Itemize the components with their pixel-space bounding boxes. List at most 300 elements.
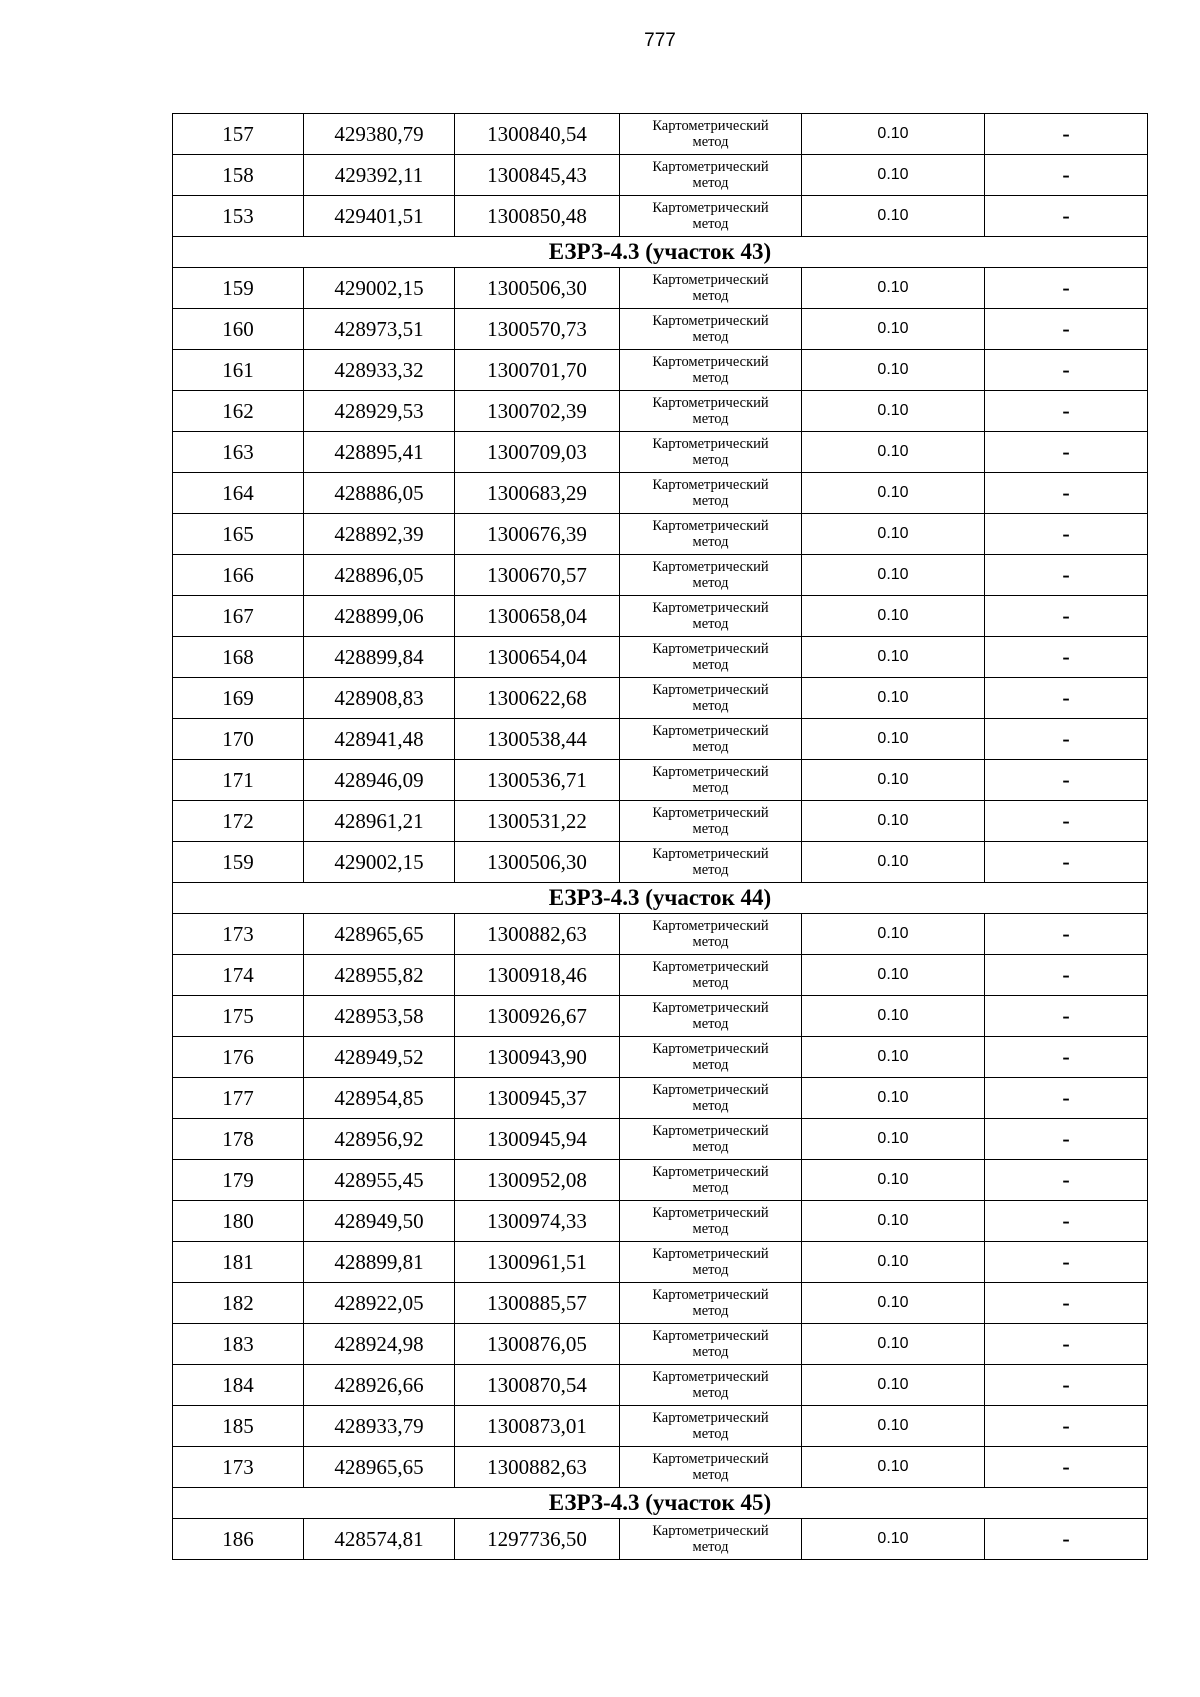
point-number-cell: 161	[173, 350, 304, 391]
point-number-cell: 178	[173, 1119, 304, 1160]
y-coordinate-cell: 1300840,54	[455, 114, 620, 155]
point-number-cell: 184	[173, 1365, 304, 1406]
method-cell	[620, 268, 802, 309]
note-cell: -	[985, 1365, 1148, 1406]
table-row	[173, 801, 1148, 842]
y-coordinate-cell: 1300845,43	[455, 155, 620, 196]
method-text-line: Картометрический	[652, 1000, 769, 1016]
method-text-line: Картометрический	[652, 846, 769, 862]
table-row	[173, 719, 1148, 760]
table-row	[173, 309, 1148, 350]
accuracy-cell: 0.10	[802, 637, 985, 678]
table-row	[173, 155, 1148, 196]
method-text-line: Картометрический	[652, 354, 769, 370]
accuracy-cell: 0.10	[802, 1242, 985, 1283]
accuracy-cell: 0.10	[802, 555, 985, 596]
method-text-line: метод	[692, 1180, 729, 1196]
page-number: 777	[644, 30, 676, 51]
note-cell: -	[985, 391, 1148, 432]
method-text-line: метод	[692, 1221, 729, 1237]
accuracy-cell: 0.10	[802, 719, 985, 760]
method-text-line: Картометрический	[652, 1205, 769, 1221]
method-text-line: метод	[692, 370, 729, 386]
method-cell	[620, 391, 802, 432]
point-number-cell: 158	[173, 155, 304, 196]
method-text-line: метод	[692, 534, 729, 550]
method-text-line: Картометрический	[652, 723, 769, 739]
x-coordinate-cell: 428954,85	[304, 1078, 455, 1119]
x-coordinate-cell: 428924,98	[304, 1324, 455, 1365]
coordinates-table	[172, 113, 1148, 1560]
x-coordinate-cell: 428973,51	[304, 309, 455, 350]
method-text-line: Картометрический	[652, 200, 769, 216]
method-text-line: Картометрический	[652, 1041, 769, 1057]
accuracy-cell: 0.10	[802, 309, 985, 350]
y-coordinate-cell: 1297736,50	[455, 1519, 620, 1560]
x-coordinate-cell: 428892,39	[304, 514, 455, 555]
y-coordinate-cell: 1300974,33	[455, 1201, 620, 1242]
method-cell	[620, 1119, 802, 1160]
note-cell: -	[985, 1037, 1148, 1078]
point-number-cell: 169	[173, 678, 304, 719]
note-cell: -	[985, 432, 1148, 473]
section-heading-row	[173, 1488, 1148, 1519]
point-number-cell: 175	[173, 996, 304, 1037]
x-coordinate-cell: 428899,06	[304, 596, 455, 637]
method-text-line: метод	[692, 739, 729, 755]
method-text-line: Картометрический	[652, 272, 769, 288]
method-text-line: метод	[692, 175, 729, 191]
note-cell: -	[985, 1201, 1148, 1242]
method-text-line: Картометрический	[652, 159, 769, 175]
y-coordinate-cell: 1300952,08	[455, 1160, 620, 1201]
note-cell: -	[985, 268, 1148, 309]
section-heading: ЕЗРЗ-4.3 (участок 44)	[173, 883, 1148, 914]
x-coordinate-cell: 429002,15	[304, 268, 455, 309]
y-coordinate-cell: 1300536,71	[455, 760, 620, 801]
method-cell	[620, 155, 802, 196]
method-text-line: Картометрический	[652, 1123, 769, 1139]
method-text-line: Картометрический	[652, 641, 769, 657]
y-coordinate-cell: 1300506,30	[455, 268, 620, 309]
table-row	[173, 1160, 1148, 1201]
x-coordinate-cell: 429401,51	[304, 196, 455, 237]
x-coordinate-cell: 428896,05	[304, 555, 455, 596]
method-cell	[620, 1519, 802, 1560]
method-text-line: метод	[692, 1344, 729, 1360]
table-row	[173, 514, 1148, 555]
method-text-line: Картометрический	[652, 518, 769, 534]
note-cell: -	[985, 596, 1148, 637]
point-number-cell: 173	[173, 914, 304, 955]
method-text-line: метод	[692, 862, 729, 878]
method-cell	[620, 1242, 802, 1283]
note-cell: -	[985, 1283, 1148, 1324]
accuracy-cell: 0.10	[802, 1078, 985, 1119]
method-cell	[620, 1283, 802, 1324]
section-heading: ЕЗРЗ-4.3 (участок 43)	[173, 237, 1148, 268]
table-row	[173, 596, 1148, 637]
method-text-line: метод	[692, 329, 729, 345]
method-cell	[620, 1447, 802, 1488]
accuracy-cell: 0.10	[802, 1037, 985, 1078]
point-number-cell: 172	[173, 801, 304, 842]
method-cell	[620, 955, 802, 996]
table-row	[173, 1406, 1148, 1447]
point-number-cell: 167	[173, 596, 304, 637]
method-text-line: Картометрический	[652, 313, 769, 329]
method-text-line: Картометрический	[652, 682, 769, 698]
y-coordinate-cell: 1300622,68	[455, 678, 620, 719]
method-text-line: метод	[692, 780, 729, 796]
table-row	[173, 391, 1148, 432]
y-coordinate-cell: 1300654,04	[455, 637, 620, 678]
section-heading: ЕЗРЗ-4.3 (участок 45)	[173, 1488, 1148, 1519]
method-cell	[620, 1324, 802, 1365]
point-number-cell: 164	[173, 473, 304, 514]
point-number-cell: 153	[173, 196, 304, 237]
method-text-line: метод	[692, 134, 729, 150]
y-coordinate-cell: 1300670,57	[455, 555, 620, 596]
method-text-line: метод	[692, 1098, 729, 1114]
method-cell	[620, 678, 802, 719]
y-coordinate-cell: 1300531,22	[455, 801, 620, 842]
x-coordinate-cell: 429392,11	[304, 155, 455, 196]
table-row	[173, 1324, 1148, 1365]
x-coordinate-cell: 428574,81	[304, 1519, 455, 1560]
method-text-line: метод	[692, 821, 729, 837]
accuracy-cell: 0.10	[802, 196, 985, 237]
accuracy-cell: 0.10	[802, 1519, 985, 1560]
y-coordinate-cell: 1300945,94	[455, 1119, 620, 1160]
x-coordinate-cell: 428922,05	[304, 1283, 455, 1324]
method-text-line: Картометрический	[652, 805, 769, 821]
x-coordinate-cell: 428886,05	[304, 473, 455, 514]
method-text-line: Картометрический	[652, 1246, 769, 1262]
accuracy-cell: 0.10	[802, 514, 985, 555]
note-cell: -	[985, 155, 1148, 196]
method-text-line: Картометрический	[652, 436, 769, 452]
y-coordinate-cell: 1300961,51	[455, 1242, 620, 1283]
x-coordinate-cell: 429380,79	[304, 114, 455, 155]
x-coordinate-cell: 428899,81	[304, 1242, 455, 1283]
y-coordinate-cell: 1300882,63	[455, 914, 620, 955]
table-row	[173, 432, 1148, 473]
method-cell	[620, 996, 802, 1037]
point-number-cell: 177	[173, 1078, 304, 1119]
x-coordinate-cell: 428926,66	[304, 1365, 455, 1406]
method-cell	[620, 350, 802, 391]
method-cell	[620, 196, 802, 237]
note-cell: -	[985, 914, 1148, 955]
accuracy-cell: 0.10	[802, 391, 985, 432]
x-coordinate-cell: 428961,21	[304, 801, 455, 842]
method-cell	[620, 1037, 802, 1078]
accuracy-cell: 0.10	[802, 1447, 985, 1488]
method-cell	[620, 555, 802, 596]
method-text-line: Картометрический	[652, 1287, 769, 1303]
x-coordinate-cell: 428955,82	[304, 955, 455, 996]
accuracy-cell: 0.10	[802, 914, 985, 955]
point-number-cell: 157	[173, 114, 304, 155]
method-cell	[620, 596, 802, 637]
accuracy-cell: 0.10	[802, 678, 985, 719]
x-coordinate-cell: 428949,52	[304, 1037, 455, 1078]
table-row	[173, 637, 1148, 678]
point-number-cell: 159	[173, 842, 304, 883]
method-cell	[620, 719, 802, 760]
accuracy-cell: 0.10	[802, 996, 985, 1037]
accuracy-cell: 0.10	[802, 842, 985, 883]
table-row	[173, 760, 1148, 801]
note-cell: -	[985, 473, 1148, 514]
accuracy-cell: 0.10	[802, 596, 985, 637]
table-row	[173, 473, 1148, 514]
method-text-line: метод	[692, 452, 729, 468]
accuracy-cell: 0.10	[802, 1406, 985, 1447]
y-coordinate-cell: 1300926,67	[455, 996, 620, 1037]
accuracy-cell: 0.10	[802, 801, 985, 842]
table-row	[173, 196, 1148, 237]
x-coordinate-cell: 428929,53	[304, 391, 455, 432]
method-text-line: Картометрический	[652, 1410, 769, 1426]
coordinates-table-body	[173, 114, 1148, 1560]
x-coordinate-cell: 428965,65	[304, 914, 455, 955]
method-text-line: Картометрический	[652, 600, 769, 616]
method-cell	[620, 432, 802, 473]
y-coordinate-cell: 1300702,39	[455, 391, 620, 432]
method-cell	[620, 473, 802, 514]
y-coordinate-cell: 1300943,90	[455, 1037, 620, 1078]
method-cell	[620, 1078, 802, 1119]
accuracy-cell: 0.10	[802, 1365, 985, 1406]
method-text-line: метод	[692, 1467, 729, 1483]
note-cell: -	[985, 1078, 1148, 1119]
point-number-cell: 183	[173, 1324, 304, 1365]
section-heading-row	[173, 237, 1148, 268]
method-text-line: Картометрический	[652, 1328, 769, 1344]
point-number-cell: 162	[173, 391, 304, 432]
accuracy-cell: 0.10	[802, 955, 985, 996]
method-text-line: метод	[692, 698, 729, 714]
point-number-cell: 165	[173, 514, 304, 555]
x-coordinate-cell: 428933,79	[304, 1406, 455, 1447]
point-number-cell: 179	[173, 1160, 304, 1201]
y-coordinate-cell: 1300709,03	[455, 432, 620, 473]
note-cell: -	[985, 1160, 1148, 1201]
method-cell	[620, 1160, 802, 1201]
table-row	[173, 1519, 1148, 1560]
note-cell: -	[985, 114, 1148, 155]
method-text-line: Картометрический	[652, 1164, 769, 1180]
method-text-line: Картометрический	[652, 118, 769, 134]
method-cell	[620, 309, 802, 350]
x-coordinate-cell: 428965,65	[304, 1447, 455, 1488]
method-text-line: метод	[692, 1303, 729, 1319]
method-cell	[620, 114, 802, 155]
y-coordinate-cell: 1300882,63	[455, 1447, 620, 1488]
x-coordinate-cell: 428908,83	[304, 678, 455, 719]
method-text-line: Картометрический	[652, 764, 769, 780]
accuracy-cell: 0.10	[802, 1283, 985, 1324]
note-cell: -	[985, 719, 1148, 760]
method-text-line: метод	[692, 1139, 729, 1155]
method-text-line: метод	[692, 975, 729, 991]
x-coordinate-cell: 428933,32	[304, 350, 455, 391]
accuracy-cell: 0.10	[802, 760, 985, 801]
y-coordinate-cell: 1300506,30	[455, 842, 620, 883]
table-row	[173, 996, 1148, 1037]
note-cell: -	[985, 678, 1148, 719]
x-coordinate-cell: 428899,84	[304, 637, 455, 678]
accuracy-cell: 0.10	[802, 114, 985, 155]
accuracy-cell: 0.10	[802, 1119, 985, 1160]
method-text-line: метод	[692, 1385, 729, 1401]
point-number-cell: 182	[173, 1283, 304, 1324]
point-number-cell: 176	[173, 1037, 304, 1078]
method-cell	[620, 914, 802, 955]
accuracy-cell: 0.10	[802, 1324, 985, 1365]
y-coordinate-cell: 1300870,54	[455, 1365, 620, 1406]
table-row	[173, 1078, 1148, 1119]
x-coordinate-cell: 428956,92	[304, 1119, 455, 1160]
table-row	[173, 114, 1148, 155]
point-number-cell: 171	[173, 760, 304, 801]
accuracy-cell: 0.10	[802, 1160, 985, 1201]
x-coordinate-cell: 428895,41	[304, 432, 455, 473]
method-text-line: метод	[692, 216, 729, 232]
y-coordinate-cell: 1300885,57	[455, 1283, 620, 1324]
note-cell: -	[985, 309, 1148, 350]
table-row	[173, 678, 1148, 719]
method-cell	[620, 1406, 802, 1447]
point-number-cell: 186	[173, 1519, 304, 1560]
table-row	[173, 350, 1148, 391]
point-number-cell: 159	[173, 268, 304, 309]
method-text-line: метод	[692, 616, 729, 632]
point-number-cell: 185	[173, 1406, 304, 1447]
y-coordinate-cell: 1300701,70	[455, 350, 620, 391]
method-text-line: Картометрический	[652, 395, 769, 411]
y-coordinate-cell: 1300538,44	[455, 719, 620, 760]
method-cell	[620, 1201, 802, 1242]
accuracy-cell: 0.10	[802, 268, 985, 309]
note-cell: -	[985, 514, 1148, 555]
method-cell	[620, 842, 802, 883]
method-text-line: метод	[692, 1262, 729, 1278]
method-text-line: Картометрический	[652, 1082, 769, 1098]
x-coordinate-cell: 428955,45	[304, 1160, 455, 1201]
note-cell: -	[985, 1324, 1148, 1365]
note-cell: -	[985, 996, 1148, 1037]
method-text-line: метод	[692, 575, 729, 591]
note-cell: -	[985, 842, 1148, 883]
point-number-cell: 181	[173, 1242, 304, 1283]
x-coordinate-cell: 429002,15	[304, 842, 455, 883]
y-coordinate-cell: 1300876,05	[455, 1324, 620, 1365]
table-row	[173, 555, 1148, 596]
method-text-line: метод	[692, 657, 729, 673]
note-cell: -	[985, 955, 1148, 996]
y-coordinate-cell: 1300676,39	[455, 514, 620, 555]
method-text-line: метод	[692, 411, 729, 427]
point-number-cell: 180	[173, 1201, 304, 1242]
method-cell	[620, 760, 802, 801]
method-text-line: Картометрический	[652, 918, 769, 934]
y-coordinate-cell: 1300850,48	[455, 196, 620, 237]
y-coordinate-cell: 1300918,46	[455, 955, 620, 996]
x-coordinate-cell: 428953,58	[304, 996, 455, 1037]
method-text-line: метод	[692, 493, 729, 509]
point-number-cell: 170	[173, 719, 304, 760]
table-row	[173, 1037, 1148, 1078]
x-coordinate-cell: 428946,09	[304, 760, 455, 801]
table-row	[173, 1201, 1148, 1242]
y-coordinate-cell: 1300683,29	[455, 473, 620, 514]
y-coordinate-cell: 1300570,73	[455, 309, 620, 350]
point-number-cell: 173	[173, 1447, 304, 1488]
accuracy-cell: 0.10	[802, 432, 985, 473]
note-cell: -	[985, 760, 1148, 801]
table-row	[173, 1242, 1148, 1283]
table-row	[173, 955, 1148, 996]
method-text-line: Картометрический	[652, 959, 769, 975]
table-row	[173, 1447, 1148, 1488]
method-text-line: метод	[692, 288, 729, 304]
section-heading-row	[173, 883, 1148, 914]
method-text-line: метод	[692, 1057, 729, 1073]
x-coordinate-cell: 428941,48	[304, 719, 455, 760]
method-cell	[620, 801, 802, 842]
method-text-line: Картометрический	[652, 559, 769, 575]
method-cell	[620, 1365, 802, 1406]
method-text-line: метод	[692, 1426, 729, 1442]
table-row	[173, 1283, 1148, 1324]
method-text-line: Картометрический	[652, 1369, 769, 1385]
table-row	[173, 1365, 1148, 1406]
x-coordinate-cell: 428949,50	[304, 1201, 455, 1242]
method-text-line: Картометрический	[652, 1523, 769, 1539]
accuracy-cell: 0.10	[802, 473, 985, 514]
method-cell	[620, 637, 802, 678]
note-cell: -	[985, 1406, 1148, 1447]
method-text-line: Картометрический	[652, 1451, 769, 1467]
note-cell: -	[985, 801, 1148, 842]
note-cell: -	[985, 1447, 1148, 1488]
note-cell: -	[985, 196, 1148, 237]
note-cell: -	[985, 1519, 1148, 1560]
point-number-cell: 168	[173, 637, 304, 678]
point-number-cell: 174	[173, 955, 304, 996]
y-coordinate-cell: 1300658,04	[455, 596, 620, 637]
point-number-cell: 166	[173, 555, 304, 596]
accuracy-cell: 0.10	[802, 350, 985, 391]
point-number-cell: 160	[173, 309, 304, 350]
accuracy-cell: 0.10	[802, 1201, 985, 1242]
y-coordinate-cell: 1300873,01	[455, 1406, 620, 1447]
note-cell: -	[985, 1242, 1148, 1283]
table-row	[173, 914, 1148, 955]
note-cell: -	[985, 637, 1148, 678]
method-text-line: метод	[692, 1016, 729, 1032]
note-cell: -	[985, 555, 1148, 596]
method-cell	[620, 514, 802, 555]
table-row	[173, 1119, 1148, 1160]
accuracy-cell: 0.10	[802, 155, 985, 196]
method-text-line: метод	[692, 934, 729, 950]
table-row	[173, 268, 1148, 309]
note-cell: -	[985, 1119, 1148, 1160]
